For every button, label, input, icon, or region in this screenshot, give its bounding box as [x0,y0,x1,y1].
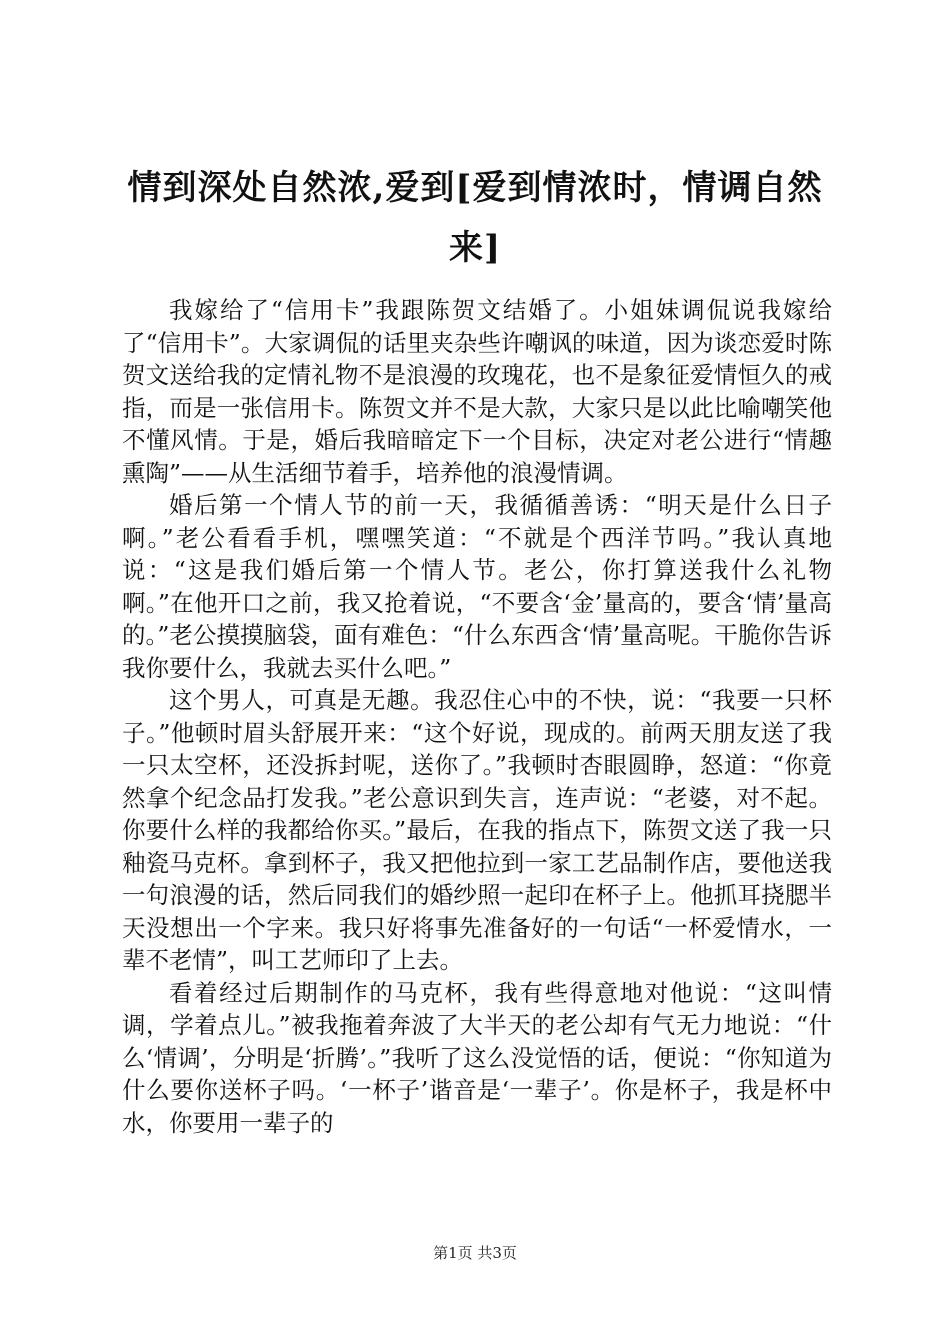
page-footer: 第1页 共3页 [433,1244,517,1262]
paragraph: 这个男人，可真是无趣。我忍住心中的不快，说：“我要一只杯子。”他顿时眉头舒展开来：“这个好说，现成的。前两天朋友送了我一只太空杯，还没拆封呢，送你了。”我顿时杏眼圆睁，怒道：“你竟然拿个纪念品打发我。”老公意识到失言，连声说：“老婆，对不起。你要什么样的我都给你买。”最后，在我的指点下，陈贺文送了我一只釉瓷马克杯。拿到杯子，我又把他拉到一家工艺品制作店，要他送我一句浪漫的话，然后同我们的婚纱照一起印在杯子上。他抓耳挠腮半天没想出一个字来。我只好将事先准备好的一句话“一杯爱情水，一辈不老情”，叫工艺师印了上去。 [122,686,832,974]
paragraph: 婚后第一个情人节的前一天，我循循善诱：“明天是什么日子啊。”老公看看手机，嘿嘿笑道：“不就是个西洋节吗。”我认真地说：“这是我们婚后第一个情人节。老公，你打算送我什么礼物啊。”在他开口之前，我又抢着说，“不要含‘金’量高的，要含‘情’量高的。”老公摸摸脑袋，面有难色：“什么东西含‘情’量高呢。干脆你告诉我你要什么，我就去买什么吧。” [122,491,832,682]
paragraph: 我嫁给了“信用卡”我跟陈贺文结婚了。小姐妹调侃说我嫁给了“信用卡”。大家调侃的话里夹杂些许嘲讽的味道，因为谈恋爱时陈贺文送给我的定情礼物不是浪漫的玫瑰花，也不是象征爱情恒久的戒指，而是一张信用卡。陈贺文并不是大款，大家只是以此比喻嘲笑他不懂风情。于是，婚后我暗暗定下一个目标，决定对老公进行“情趣熏陶”——从生活细节着手，培养他的浪漫情调。 [122,296,832,487]
document-title: 情到深处自然浓,爱到[爱到情浓时，情调自然来] [127,168,823,268]
document-body [122,294,832,1184]
paragraph: 看着经过后期制作的马克杯，我有些得意地对他说：“这叫情调，学着点儿。”被我拖着奔波了大半天的老公却有气无力地说：“什么‘情调’，分明是‘折腾’。”我听了这么没觉悟的话，便说：“你知道为什么要你送杯子吗。‘一杯子’谐音是‘一辈子’。你是杯子，我是杯中水，你要用一辈子的 [122,978,832,1137]
